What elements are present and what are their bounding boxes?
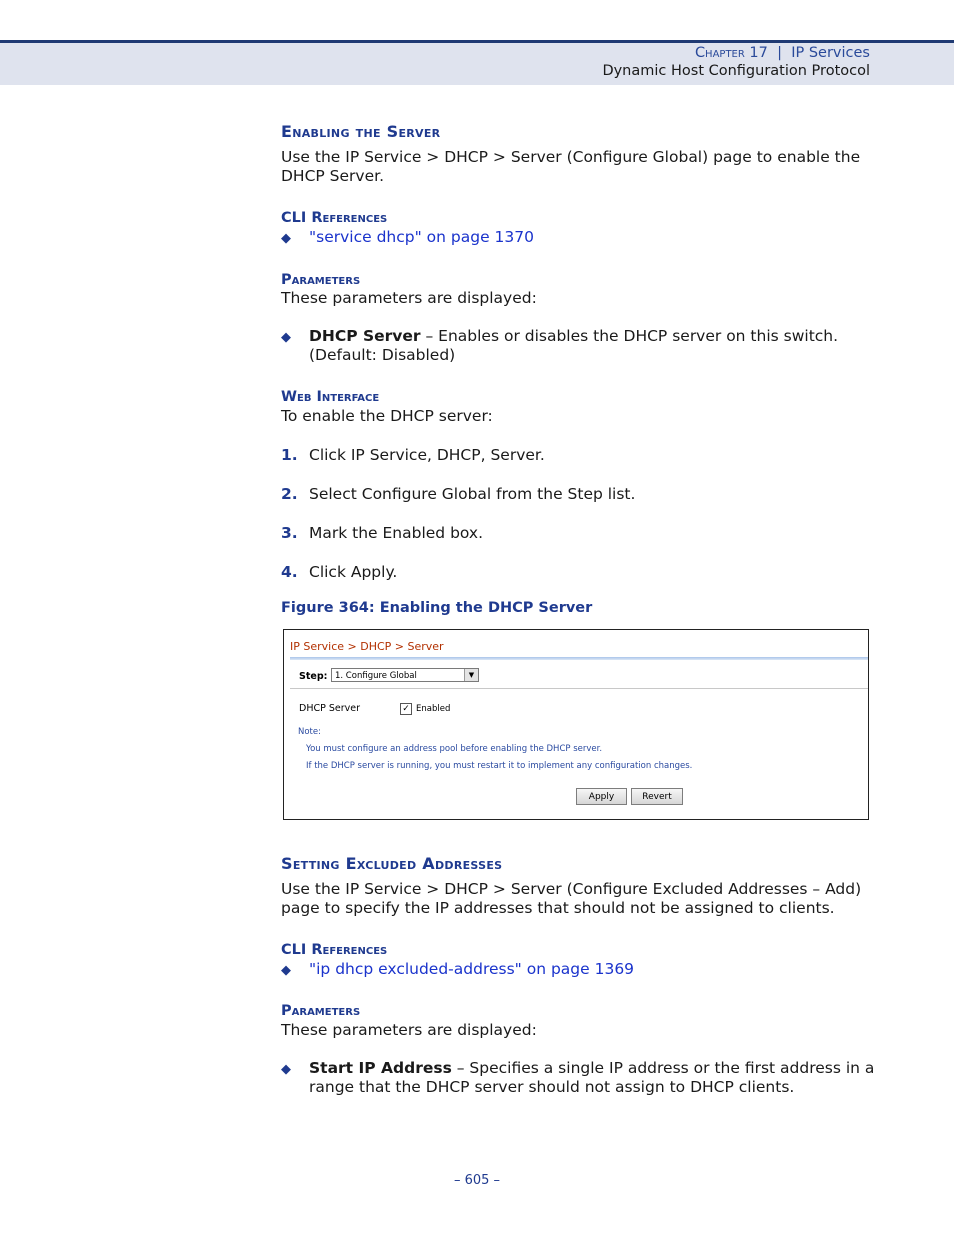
page-number: – 605 – bbox=[453, 1173, 501, 1188]
web-interface-intro: To enable the DHCP server: bbox=[281, 407, 493, 425]
param-description: – Specifies a single IP address or the first address in a range that the DHCP server should not assign to DHCP clients. bbox=[309, 1059, 875, 1096]
running-header-subtitle: Dynamic Host Configuration Protocol bbox=[602, 63, 870, 79]
step-label: Step: bbox=[299, 671, 328, 682]
header-separator: | bbox=[777, 45, 782, 61]
diamond-bullet-icon: ◆ bbox=[281, 330, 291, 345]
screenshot-title-rule bbox=[290, 657, 868, 660]
note-text-1: You must configure an address pool before enabling the DHCP server. bbox=[306, 744, 603, 754]
chapter-label: Chapter 17 bbox=[694, 45, 768, 61]
figure-caption: Figure 364: Enabling the DHCP Server bbox=[281, 600, 593, 616]
excluded-intro: Use the IP Service > DHCP > Server (Configure Excluded Addresses – Add) page to specify the IP addresses that should not be assigned to clients. bbox=[281, 880, 862, 917]
diamond-bullet-icon: ◆ bbox=[281, 963, 291, 978]
diamond-bullet-icon: ◆ bbox=[281, 1062, 291, 1077]
screenshot-breadcrumb: IP Service > DHCP > Server bbox=[290, 640, 444, 653]
screenshot-divider bbox=[290, 688, 868, 689]
parameters-intro: These parameters are displayed: bbox=[281, 289, 537, 307]
step-text: Select Configure Global from the Step list. bbox=[309, 485, 636, 503]
running-header-chapter bbox=[695, 45, 870, 61]
parameters-heading: Parameters bbox=[281, 272, 361, 288]
dhcp-server-screenshot bbox=[283, 629, 869, 820]
cli-references-heading: CLI References bbox=[281, 210, 388, 226]
section-heading-enabling: Enabling the Server bbox=[281, 122, 441, 141]
chapter-section: IP Services bbox=[791, 45, 870, 61]
param-name: Start IP Address bbox=[309, 1059, 452, 1077]
step-number: 2. bbox=[281, 485, 298, 503]
step-text: Mark the Enabled box. bbox=[309, 524, 484, 542]
enabled-checkbox[interactable]: ✓ bbox=[400, 703, 412, 715]
step-text: Click IP Service, DHCP, Server. bbox=[309, 446, 545, 464]
step-select[interactable] bbox=[331, 668, 479, 682]
param-start-ip-address bbox=[309, 1059, 881, 1096]
dhcp-server-label: DHCP Server bbox=[299, 703, 360, 714]
param-description: – Enables or disables the DHCP server on this switch. (Default: Disabled) bbox=[309, 327, 839, 364]
step-number: 1. bbox=[281, 446, 298, 464]
step-select-value: 1. Configure Global bbox=[335, 671, 417, 681]
enabling-intro: Use the IP Service > DHCP > Server (Configure Global) page to enable the DHCP Server. bbox=[281, 148, 861, 185]
cli-link-service-dhcp[interactable]: "service dhcp" on page 1370 bbox=[309, 228, 534, 246]
parameters-intro: These parameters are displayed: bbox=[281, 1021, 537, 1039]
web-interface-heading: Web Interface bbox=[281, 389, 380, 405]
param-name: DHCP Server bbox=[309, 327, 421, 345]
step-text: Click Apply. bbox=[309, 563, 398, 581]
enabled-label: Enabled bbox=[416, 704, 451, 714]
note-label: Note: bbox=[298, 727, 321, 737]
apply-button[interactable]: Apply bbox=[576, 788, 627, 805]
cli-link-excluded-address[interactable]: "ip dhcp excluded-address" on page 1369 bbox=[309, 960, 635, 978]
section-heading-excluded: Setting Excluded Addresses bbox=[281, 854, 503, 873]
note-text-2: If the DHCP server is running, you must restart it to implement any configuration changes. bbox=[306, 761, 693, 771]
param-dhcp-server bbox=[309, 327, 881, 364]
step-number: 4. bbox=[281, 563, 298, 581]
revert-button[interactable]: Revert bbox=[631, 788, 683, 805]
step-number: 3. bbox=[281, 524, 298, 542]
cli-references-heading: CLI References bbox=[281, 942, 388, 958]
diamond-bullet-icon: ◆ bbox=[281, 231, 291, 246]
chevron-down-icon[interactable]: ▼ bbox=[464, 669, 478, 681]
parameters-heading: Parameters bbox=[281, 1003, 361, 1019]
